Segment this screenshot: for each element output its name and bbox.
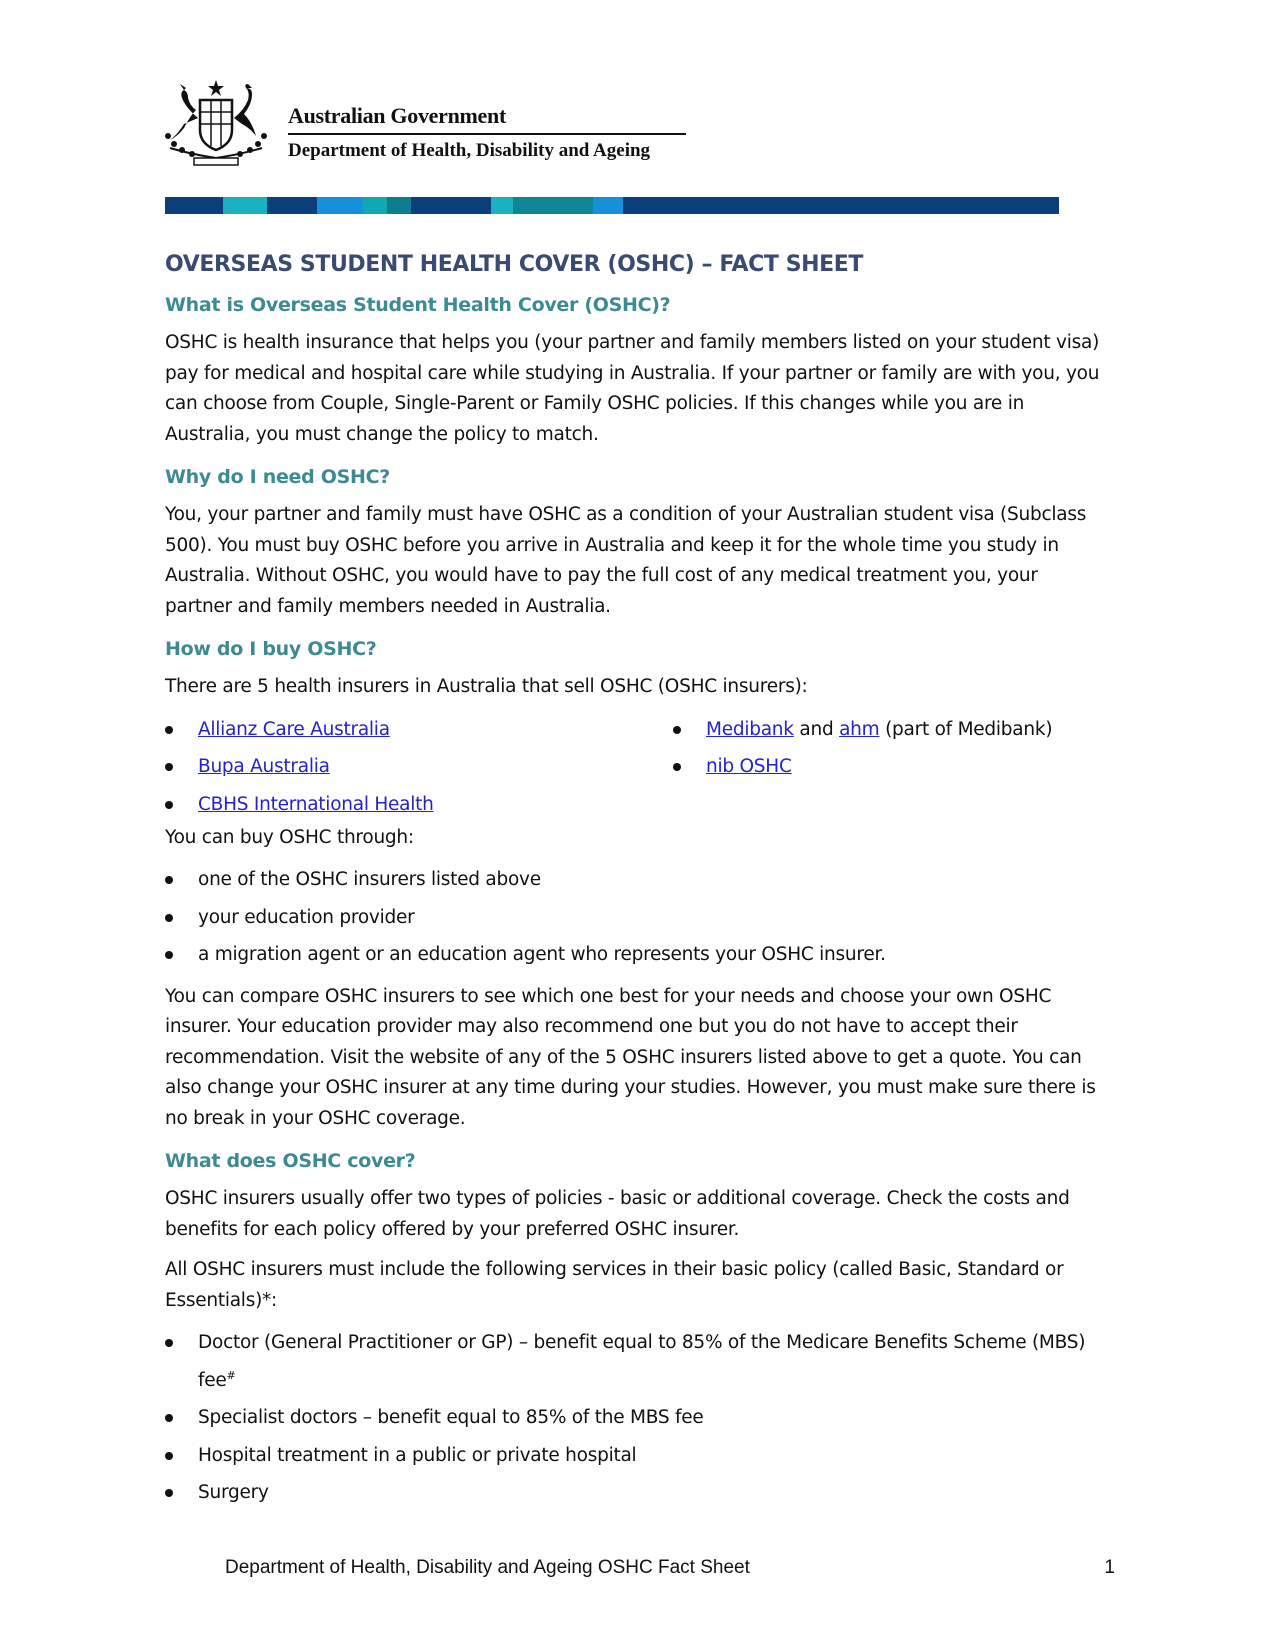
band-segment bbox=[223, 197, 267, 214]
ahm-note: (part of Medibank) bbox=[885, 718, 1053, 740]
band-segment bbox=[593, 197, 623, 214]
fact-sheet-content bbox=[165, 248, 1110, 1512]
list-item: Surgery bbox=[165, 1474, 1110, 1512]
coat-of-arms-icon bbox=[160, 78, 272, 168]
band-segment bbox=[387, 197, 411, 214]
list-item bbox=[673, 711, 1103, 749]
link-nib[interactable]: nib OSHC bbox=[706, 756, 792, 777]
heading-why-need-oshc: Why do I need OSHC? bbox=[165, 466, 390, 488]
link-bupa[interactable]: Bupa Australia bbox=[198, 756, 330, 777]
paragraph-compare-insurers: You can compare OSHC insurers to see which one best for your needs and choose your own OSHC insurer. Your education provider may also recommend one but you do not have to accept their recommendation. Visit the website of any of the 5 OSHC insurers listed above to get a quote. You can also change your OSHC insurer at any time during your studies. However, you must make sure there is no break in your OSHC coverage. bbox=[165, 985, 1096, 1129]
band-segment bbox=[513, 197, 593, 214]
band-segment bbox=[491, 197, 513, 214]
list-item: Specialist doctors – benefit equal to 85% of the MBS fee bbox=[165, 1399, 1110, 1437]
band-segment bbox=[165, 197, 223, 214]
purchase-channels-list bbox=[165, 861, 1110, 974]
service-gp: Doctor (General Practitioner or GP) – benefit equal to 85% of the Medicare Benefits Scheme (MBS) fee bbox=[198, 1332, 1086, 1391]
paragraph-buy-through: You can buy OSHC through: bbox=[165, 826, 414, 848]
band-segment bbox=[411, 197, 491, 214]
band-segment bbox=[363, 197, 387, 214]
list-item: one of the OSHC insurers listed above bbox=[165, 861, 1110, 899]
list-item bbox=[165, 786, 665, 824]
and-text: and bbox=[799, 718, 834, 740]
list-item: a migration agent or an education agent who represents your OSHC insurer. bbox=[165, 936, 1110, 974]
basic-services-list bbox=[165, 1324, 1110, 1512]
list-item bbox=[165, 1324, 1110, 1399]
department-name: Department of Health, Disability and Ageing bbox=[288, 140, 651, 161]
list-item bbox=[165, 748, 665, 786]
band-segment bbox=[317, 197, 363, 214]
paragraph-what-is-oshc: OSHC is health insurance that helps you (your partner and family members listed on your student visa) pay for medical and hospital care while studying in Australia. If your partner or family are with you, you can choose from Couple, Single-Parent or Family OSHC policies. If this changes while you are in Australia, you must change the policy to match. bbox=[165, 332, 1100, 445]
government-name: Australian Government bbox=[288, 103, 506, 128]
insurer-list-left bbox=[165, 711, 665, 824]
list-item: your education provider bbox=[165, 899, 1110, 937]
heading-what-is-oshc: What is Overseas Student Health Cover (OSHC)? bbox=[165, 294, 671, 316]
page-title: OVERSEAS STUDENT HEALTH COVER (OSHC) – FACT SHEET bbox=[165, 252, 864, 277]
paragraph-policy-types: OSHC insurers usually offer two types of policies - basic or additional coverage. Check the costs and benefits for each policy offered by your preferred OSHC insurer. bbox=[165, 1188, 1070, 1240]
insurer-list bbox=[165, 711, 1110, 823]
paragraph-insurers-intro: There are 5 health insurers in Australia that sell OSHC (OSHC insurers): bbox=[165, 676, 808, 697]
header-divider bbox=[288, 133, 686, 135]
band-segment bbox=[623, 197, 1059, 214]
insurer-list-right bbox=[673, 711, 1103, 786]
link-allianz[interactable]: Allianz Care Australia bbox=[198, 718, 390, 740]
page-number: 1 bbox=[1104, 1557, 1115, 1578]
footnote-mark: # bbox=[226, 1368, 236, 1382]
heading-how-buy-oshc: How do I buy OSHC? bbox=[165, 638, 377, 660]
list-item: Hospital treatment in a public or private hospital bbox=[165, 1437, 1110, 1475]
heading-what-oshc-covers: What does OSHC cover? bbox=[165, 1150, 416, 1172]
link-cbhs[interactable]: CBHS International Health bbox=[198, 793, 434, 815]
link-medibank[interactable]: Medibank bbox=[706, 718, 794, 740]
paragraph-basic-services: All OSHC insurers must include the following services in their basic policy (called Basic, Standard or Essentials)*: bbox=[165, 1259, 1064, 1311]
list-item bbox=[673, 748, 1103, 786]
band-segment bbox=[267, 197, 317, 214]
colour-band bbox=[165, 197, 1059, 214]
page-footer bbox=[225, 1557, 1115, 1579]
paragraph-why-need-oshc: You, your partner and family must have OSHC as a condition of your Australian student visa (Subclass 500). You must buy OSHC before you arrive in Australia and keep it for the whole time you study in Australia. Without OSHC, you would have to pay the full cost of any medical treatment you, your partner and family members needed in Australia. bbox=[165, 504, 1087, 617]
link-ahm[interactable]: ahm bbox=[839, 718, 880, 740]
footer-text: Department of Health, Disability and Ageing OSHC Fact Sheet bbox=[225, 1557, 750, 1578]
list-item bbox=[165, 711, 665, 749]
government-logo bbox=[160, 78, 680, 168]
